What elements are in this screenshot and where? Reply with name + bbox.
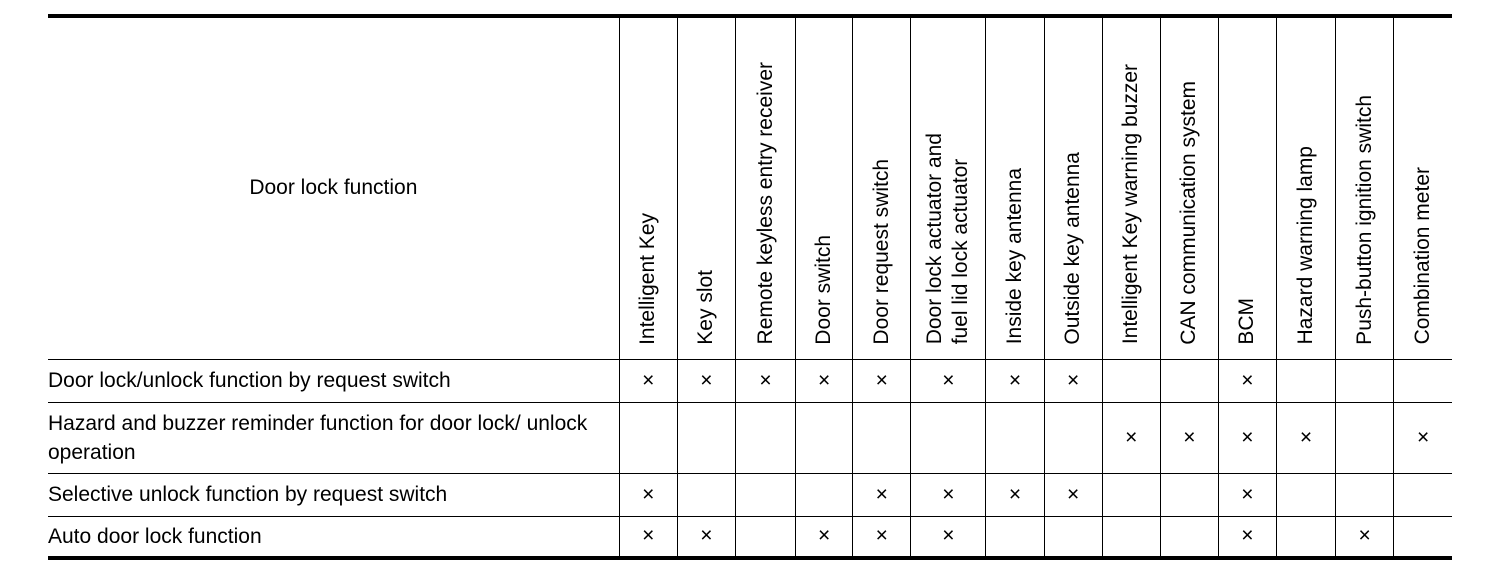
empty-cell (735, 473, 795, 516)
column-header (1044, 16, 1102, 359)
applies-mark-cell: × (619, 359, 677, 402)
column-header-line: fuel lid lock actuator (949, 158, 973, 345)
applies-mark-cell: × (677, 516, 735, 558)
column-header-label (1060, 152, 1086, 345)
empty-cell (1336, 359, 1394, 402)
column-header (853, 16, 911, 359)
table-row (48, 402, 1452, 473)
applies-mark-cell: × (853, 359, 911, 402)
empty-cell (1160, 359, 1218, 402)
column-header-line: Door lock actuator and (923, 133, 947, 345)
column-header-line: Intelligent Key (636, 212, 660, 345)
applies-mark-cell: × (1276, 402, 1335, 473)
column-header-label (1234, 298, 1260, 345)
column-header-label (869, 159, 895, 345)
table-row (48, 359, 1452, 402)
empty-cell (1044, 402, 1102, 473)
applies-mark-cell: × (677, 359, 735, 402)
applies-mark-cell: × (1044, 473, 1102, 516)
function-name-cell: Door lock/unlock function by request switch (48, 359, 619, 402)
door-lock-function-matrix (48, 14, 1452, 560)
empty-cell (911, 402, 986, 473)
empty-cell (735, 402, 795, 473)
column-header (1160, 16, 1218, 359)
column-header-label (693, 270, 719, 345)
applies-mark-cell: × (1218, 359, 1276, 402)
column-header-line: Key slot (694, 269, 718, 345)
empty-cell (796, 473, 853, 516)
column-header-line: Intelligent Key warning buzzer (1119, 64, 1143, 345)
column-header (796, 16, 853, 359)
column-header (1102, 16, 1160, 359)
empty-cell (1160, 473, 1218, 516)
applies-mark-cell: × (619, 516, 677, 558)
empty-cell (986, 516, 1044, 558)
empty-cell (1276, 473, 1335, 516)
applies-mark-cell: × (1044, 359, 1102, 402)
table-row (48, 516, 1452, 558)
applies-mark-cell: × (1160, 402, 1218, 473)
applies-mark-cell: × (986, 359, 1044, 402)
column-header-label (753, 62, 779, 344)
empty-cell (986, 402, 1044, 473)
column-header-label (811, 235, 837, 345)
empty-cell (1102, 516, 1160, 558)
column-header (1276, 16, 1335, 359)
column-header (735, 16, 795, 359)
applies-mark-cell: × (796, 359, 853, 402)
corner-label-text: Door lock function (249, 176, 418, 200)
column-header-label (635, 213, 661, 345)
applies-mark-cell: × (735, 359, 795, 402)
column-header-line: Hazard warning lamp (1294, 146, 1318, 345)
applies-mark-cell: × (619, 473, 677, 516)
column-header (986, 16, 1044, 359)
column-header (619, 16, 677, 359)
applies-mark-cell: × (1394, 402, 1452, 473)
column-header-label (1293, 146, 1319, 344)
column-header-line: Door request switch (869, 158, 893, 345)
column-header-label (1002, 168, 1028, 344)
applies-mark-cell: × (911, 516, 986, 558)
empty-cell (1276, 359, 1335, 402)
column-header-label (1410, 167, 1436, 344)
column-header-line: BCM (1235, 297, 1259, 345)
applies-mark-cell: × (1218, 402, 1276, 473)
column-header (1218, 16, 1276, 359)
empty-cell (1336, 402, 1394, 473)
table-body (48, 359, 1452, 558)
applies-mark-cell: × (986, 473, 1044, 516)
empty-cell (677, 473, 735, 516)
column-header-line: Remote keyless entry receiver (753, 62, 777, 345)
empty-cell (796, 402, 853, 473)
applies-mark-cell: × (911, 359, 986, 402)
empty-cell (1336, 473, 1394, 516)
column-header (911, 16, 986, 359)
applies-mark-cell: × (911, 473, 986, 516)
column-header-line: Door switch (812, 234, 836, 345)
column-header-line: Inside key antenna (1002, 168, 1026, 345)
empty-cell (1394, 473, 1452, 516)
applies-mark-cell: × (853, 516, 911, 558)
applies-mark-cell: × (1336, 516, 1394, 558)
header-row (48, 16, 1452, 359)
empty-cell (1102, 473, 1160, 516)
column-header-label (1176, 81, 1202, 345)
empty-cell (677, 402, 735, 473)
column-header (1336, 16, 1394, 359)
empty-cell (1102, 359, 1160, 402)
column-header-label (1352, 95, 1378, 345)
applies-mark-cell: × (1218, 516, 1276, 558)
function-name-cell: Hazard and buzzer reminder function for door lock/ unlock operation (48, 402, 619, 473)
empty-cell (619, 402, 677, 473)
column-header (677, 16, 735, 359)
function-name-cell: Auto door lock function (48, 516, 619, 558)
empty-cell (1394, 516, 1452, 558)
applies-mark-cell: × (1102, 402, 1160, 473)
applies-mark-cell: × (1218, 473, 1276, 516)
column-header-line: Push-button ignition switch (1352, 94, 1376, 345)
table-row (48, 473, 1452, 516)
column-header-label (1118, 64, 1144, 344)
function-name-cell: Selective unlock function by request switch (48, 473, 619, 516)
empty-cell (1160, 516, 1218, 558)
applies-mark-cell: × (796, 516, 853, 558)
empty-cell (735, 516, 795, 558)
column-header-line: CAN communication system (1177, 80, 1201, 345)
corner-label (48, 16, 619, 359)
column-header-label (922, 133, 974, 344)
empty-cell (1044, 516, 1102, 558)
empty-cell (853, 402, 911, 473)
column-header-line: Combination meter (1411, 167, 1435, 345)
empty-cell (1394, 359, 1452, 402)
empty-cell (1276, 516, 1335, 558)
column-header (1394, 16, 1452, 359)
applies-mark-cell: × (853, 473, 911, 516)
column-header-line: Outside key antenna (1061, 151, 1085, 345)
